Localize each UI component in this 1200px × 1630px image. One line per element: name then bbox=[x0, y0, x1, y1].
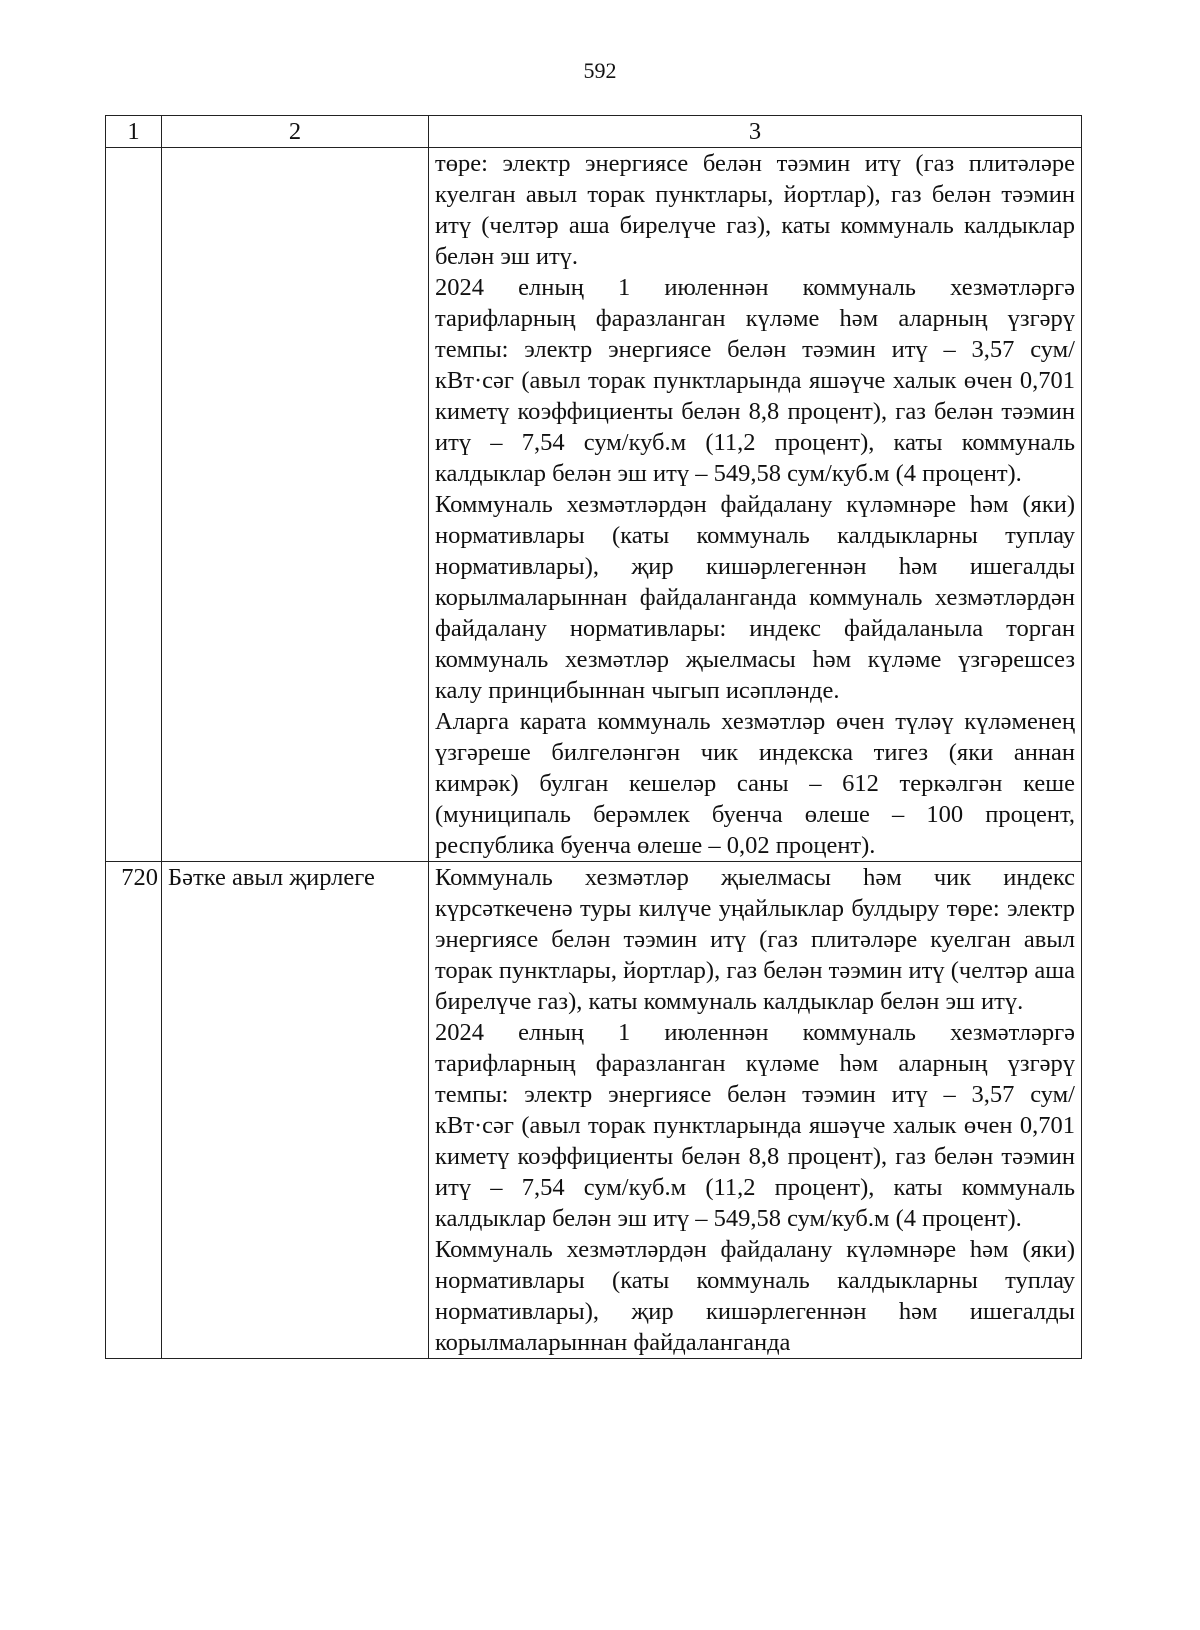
paragraph: Коммуналь хезмәтләрдән файдалану күләмнәре һәм (яки) нормативлары (каты коммуналь калдыкларны туплау нормативлары), җир кишәрлегеннән һәм ишегалды корылмаларыннан файдаланганда коммуналь хезмәтләрдән файдалану нормативлары: индекс файдаланыла торган коммуналь хезмәтләр җыелмасы һәм күләме үзгәрешсез калу принцибыннан чыгып исәпләнде. bbox=[435, 491, 1075, 704]
header-col-3: 3 bbox=[429, 116, 1082, 148]
data-table bbox=[105, 115, 1082, 1359]
settlement-name: Бәтке авыл җирлеге bbox=[162, 862, 429, 1359]
row-number bbox=[106, 148, 162, 862]
settlement-name bbox=[162, 148, 429, 862]
paragraph: төре: электр энергиясе белән тәэмин итү (газ плитәләре куелган авыл торак пунктлары, йортлар), газ белән тәэмин итү (челтәр аша бирелүче газ), каты коммуналь калдыклар белән эш итү. bbox=[435, 150, 1075, 270]
paragraph: Аларга карата коммуналь хезмәтләр өчен түләү күләменең үзгәреше билгеләнгән чик индекска тигез (яки аннан кимрәк) булган кешеләр саны – 612 теркәлгән кеше (муниципаль берәмлек буенча өлеше – 100 процент, республика буенча өлеше – 0,02 процент). bbox=[435, 708, 1075, 859]
paragraph: Коммуналь хезмәтләр җыелмасы һәм чик индекс күрсәткеченә туры килүче уңайлыклар булдыру төре: электр энергиясе белән тәэмин итү (газ плитәләре куелган авыл торак пунктлары, йортлар), газ белән тәэмин итү (челтәр аша бирелүче газ), каты коммуналь калдыклар белән эш итү. bbox=[435, 864, 1075, 1015]
paragraph: Коммуналь хезмәтләрдән файдалану күләмнәре һәм (яки) нормативлары (каты коммуналь калдыкларны туплау нормативлары), җир кишәрлегеннән һәм ишегалды корылмаларыннан файдаланганда bbox=[435, 1236, 1075, 1356]
row-number: 720 bbox=[106, 862, 162, 1359]
header-col-1: 1 bbox=[106, 116, 162, 148]
row-description bbox=[429, 862, 1082, 1359]
table-row bbox=[106, 862, 1082, 1359]
paragraph: 2024 елның 1 июленнән коммуналь хезмәтләргә тарифларның фаразланган күләме һәм аларның үзгәрү темпы: электр энергиясе белән тәэмин итү – 3,57 сум/кВт·сәг (авыл торак пунктларында яшәүче халык өчен 0,701 киметү коэффициенты белән 8,8 процент), газ белән тәэмин итү – 7,54 сум/куб.м (11,2 процент), каты коммуналь калдыклар белән эш итү – 549,58 сум/куб.м (4 процент). bbox=[435, 274, 1075, 487]
paragraph: 2024 елның 1 июленнән коммуналь хезмәтләргә тарифларның фаразланган күләме һәм аларның үзгәрү темпы: электр энергиясе белән тәэмин итү – 3,57 сум/кВт·сәг (авыл торак пунктларында яшәүче халык өчен 0,701 киметү коэффициенты белән 8,8 процент), газ белән тәэмин итү – 7,54 сум/куб.м (11,2 процент), каты коммуналь калдыклар белән эш итү – 549,58 сум/куб.м (4 процент). bbox=[435, 1019, 1075, 1232]
row-description bbox=[429, 148, 1082, 862]
table-row bbox=[106, 148, 1082, 862]
header-col-2: 2 bbox=[162, 116, 429, 148]
page-number: 592 bbox=[583, 58, 617, 83]
table-header-row bbox=[106, 116, 1082, 148]
